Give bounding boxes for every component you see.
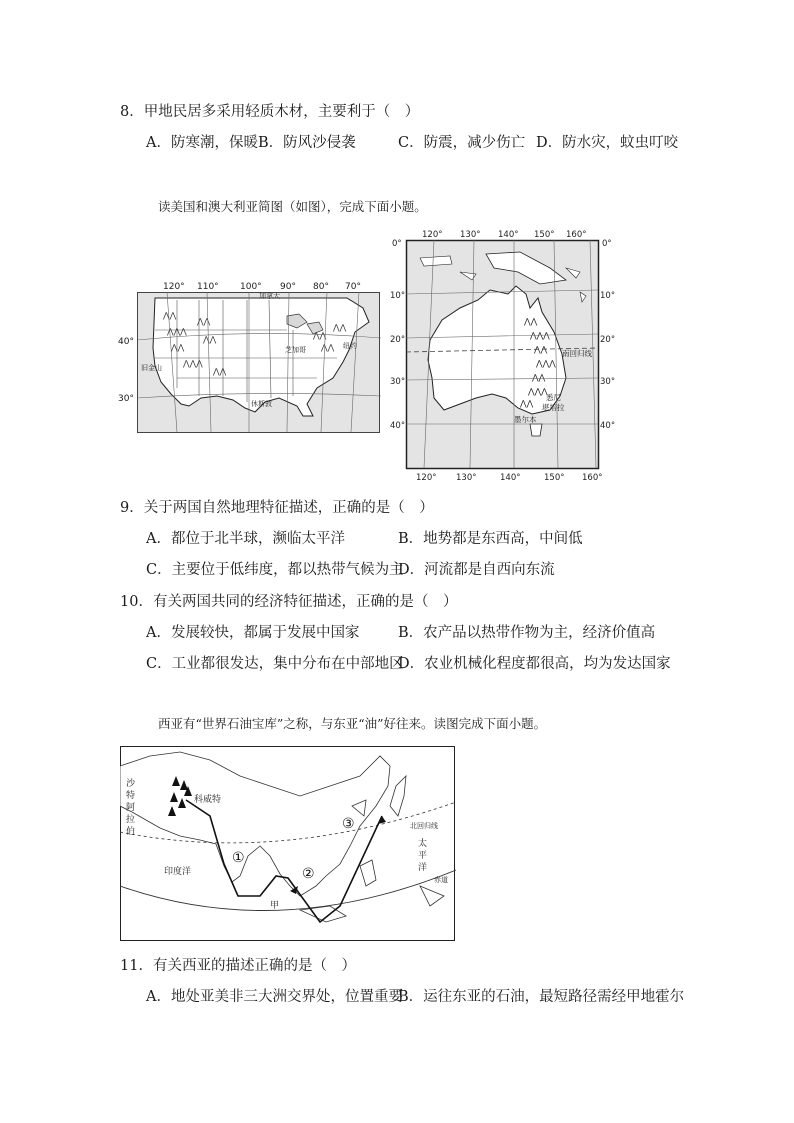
svg-text:⋀⋀: ⋀⋀ — [520, 399, 534, 408]
aus-lat-right: 0° — [602, 239, 612, 249]
svg-text:⋀⋀: ⋀⋀ — [203, 335, 217, 344]
map-label: 伯 — [126, 827, 136, 837]
aus-lat-right: 30° — [600, 377, 616, 387]
map-label: 印度洋 — [164, 867, 192, 877]
intro-usa-australia: 读美国和澳大利亚简图（如图），完成下面小题。 — [158, 199, 427, 214]
aus-lon-top: 130° — [460, 230, 481, 240]
usa-lon-label: 120° — [163, 282, 185, 292]
map-label-tropic: 北回归线 — [410, 822, 438, 830]
q8-option-b: B．防风沙侵袭 — [258, 135, 356, 151]
q9-option-a: A．都位于北半球，濒临太平洋 — [146, 531, 345, 547]
svg-text:⋀⋀⋀: ⋀⋀⋀ — [167, 327, 187, 336]
svg-text:⋀⋀: ⋀⋀ — [534, 345, 548, 354]
usa-map — [137, 278, 381, 434]
aus-lat-left: 10° — [390, 291, 406, 301]
aus-place-label: 南回归线 — [562, 349, 592, 358]
svg-text:⋀⋀⋀: ⋀⋀⋀ — [528, 387, 548, 396]
map-label: 甲 — [270, 901, 280, 911]
q10-option-a: A．发展较快，都属于发展中国家 — [146, 625, 360, 641]
usa-lat-label: 30° — [118, 394, 134, 404]
aus-lon-bottom: 160° — [582, 473, 603, 483]
q11-stem: 11．有关西亚的描述正确的是（ ） — [120, 958, 356, 974]
q8-option-d: D．防水灾，蚊虫叮咬 — [536, 135, 679, 151]
map-label: 太 — [418, 839, 428, 849]
svg-text:⋀⋀: ⋀⋀ — [171, 343, 185, 352]
usa-place-label: 纽约 — [343, 342, 357, 350]
map-label: 沙 — [126, 779, 136, 789]
map-label: 平 — [418, 851, 428, 861]
q11-option-a: A．地处亚美非三大洲交界处，位置重要 — [146, 989, 403, 1005]
svg-text:⋀⋀⋀: ⋀⋀⋀ — [183, 359, 203, 368]
map-label: 拉 — [126, 815, 136, 825]
svg-text:⋀⋀: ⋀⋀ — [524, 317, 538, 326]
usa-lon-label: 70° — [345, 282, 361, 292]
map-label: 科威特 — [194, 795, 222, 805]
q11-option-b: B．运往东亚的石油，最短路径需经甲地霍尔 — [398, 989, 685, 1005]
q8-option-c: C．防震，减少伤亡 — [398, 135, 526, 151]
aus-lat-right: 40° — [600, 421, 616, 431]
aus-lat-left: 40° — [390, 421, 406, 431]
aus-lon-top: 140° — [498, 230, 519, 240]
intro-west-asia: 西亚有“世界石油宝库”之称，与东亚“油”好往来。读图完成下面小题。 — [158, 716, 547, 731]
aus-place-label: 墨尔本 — [514, 415, 537, 424]
aus-lon-top: 120° — [422, 230, 443, 240]
aus-lon-bottom: 140° — [500, 473, 521, 483]
q9-option-c: C．主要位于低纬度，都以热带气候为主 — [146, 562, 404, 578]
svg-text:⋀⋀: ⋀⋀ — [197, 317, 211, 326]
aus-lon-top: 150° — [534, 230, 555, 240]
route-marker-3: ③ — [342, 816, 355, 832]
map-label: 洋 — [418, 863, 428, 873]
usa-lon-label: 80° — [313, 282, 329, 292]
svg-text:⋀⋀: ⋀⋀ — [532, 373, 546, 382]
svg-text:⋀⋀⋀: ⋀⋀⋀ — [536, 359, 556, 368]
aus-lon-top: 160° — [566, 230, 587, 240]
aus-lon-bottom: 150° — [544, 473, 565, 483]
aus-lat-left: 30° — [390, 377, 406, 387]
q10-option-d: D．农业机械化程度都很高，均为发达国家 — [398, 656, 671, 672]
aus-lat-left: 0° — [392, 239, 402, 249]
svg-text:⋀⋀: ⋀⋀ — [333, 323, 347, 332]
svg-text:⋀⋀: ⋀⋀ — [163, 311, 177, 320]
map-label-equator: 赤道 — [434, 876, 448, 884]
map-label: 特 — [126, 791, 136, 801]
q10-option-b: B．农产品以热带作物为主，经济价值高 — [398, 625, 656, 641]
q10-stem: 10．有关两国共同的经济特征描述，正确的是（ ） — [120, 594, 458, 610]
map-label: 阿 — [126, 803, 136, 813]
aus-lon-bottom: 130° — [456, 473, 477, 483]
svg-text:⋀⋀: ⋀⋀ — [313, 331, 327, 340]
aus-lat-right: 20° — [600, 335, 616, 345]
q9-option-b: B．地势都是东西高，中间低 — [398, 531, 583, 547]
aus-lat-right: 10° — [600, 291, 616, 301]
west-east-asia-map — [120, 746, 456, 942]
q8-stem: 8．甲地民居多采用轻质木材，主要利于（ ） — [120, 104, 420, 120]
usa-lon-label: 100° — [240, 282, 262, 292]
australia-map — [390, 228, 616, 483]
usa-lon-label: 110° — [197, 282, 219, 292]
aus-place-label: 悉尼 — [546, 393, 561, 402]
usa-place-label: 芝加哥 — [285, 346, 306, 354]
svg-text:⋀⋀: ⋀⋀ — [321, 343, 335, 352]
aus-place-label: 堪培拉 — [542, 403, 565, 412]
q9-option-d: D．河流都是自西向东流 — [398, 562, 555, 578]
svg-text:⋀⋀: ⋀⋀ — [213, 367, 227, 376]
usa-place-label: 旧金山 — [141, 364, 162, 372]
svg-text:⋀⋀⋀: ⋀⋀⋀ — [530, 331, 550, 340]
usa-place-label: 休斯敦 — [251, 400, 272, 408]
route-marker-2: ② — [302, 866, 315, 882]
usa-lat-label: 40° — [118, 337, 134, 347]
q8-option-a: A．防寒潮，保暖 — [146, 135, 258, 151]
route-marker-1: ① — [232, 850, 245, 866]
q9-stem: 9．关于两国自然地理特征描述，正确的是（ ） — [120, 500, 434, 516]
aus-lat-left: 20° — [390, 335, 406, 345]
aus-lon-bottom: 120° — [416, 473, 437, 483]
q10-option-c: C．工业都很发达，集中分布在中部地区 — [146, 656, 404, 672]
usa-lon-label: 90° — [280, 282, 296, 292]
usa-place-label: 加拿大 — [259, 292, 280, 300]
